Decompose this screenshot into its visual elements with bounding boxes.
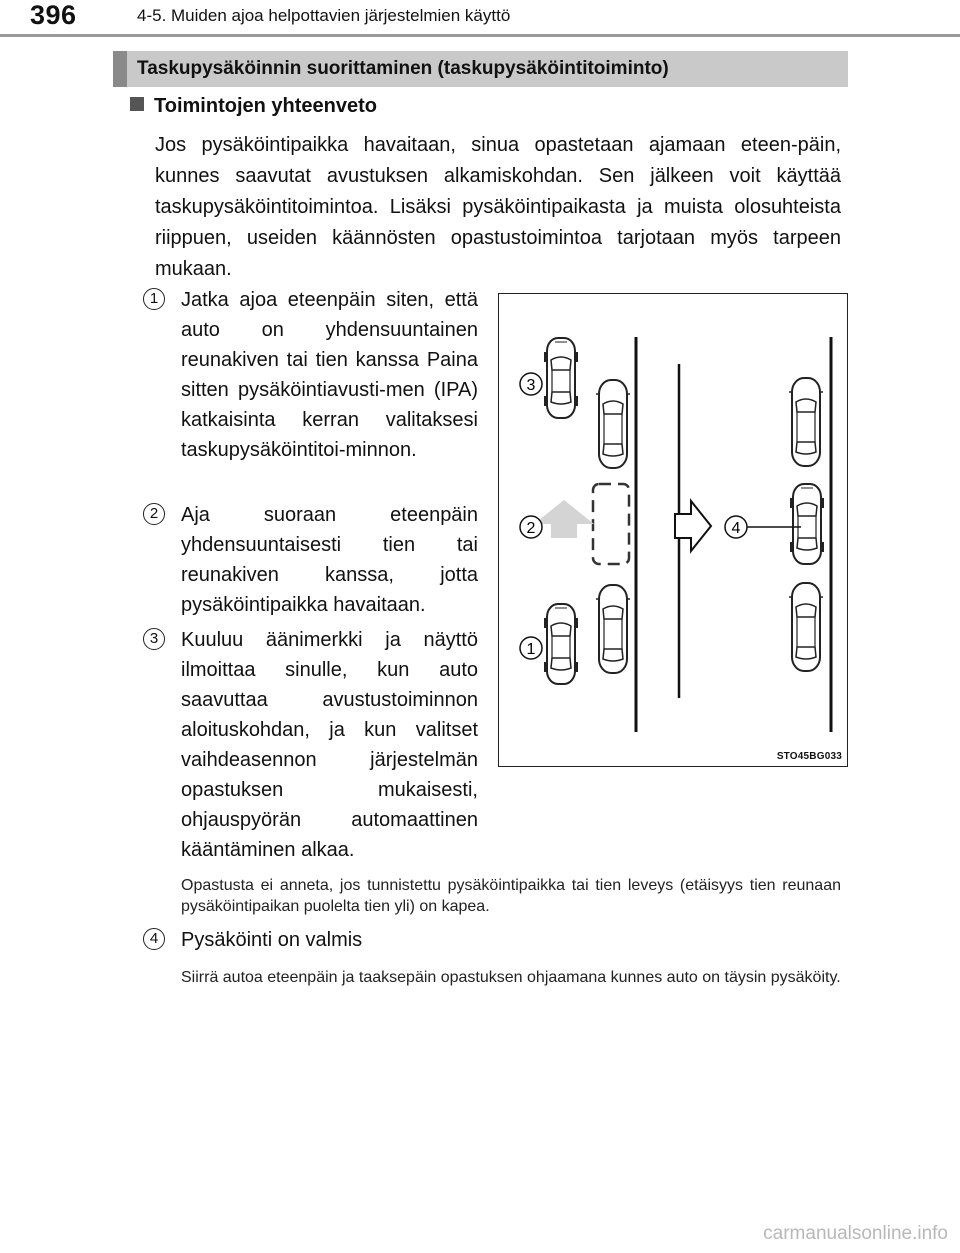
step-text-3: Kuuluu äänimerkki ja näyttö ilmoittaa sinulle, kun auto saavuttaa avustustoiminnon aloituskohdan, ja kun valitset vaihdeasennon järjestelmän opastuksen mukaisesti, ohjauspyörän automaattinen kääntäminen alkaa. — [181, 629, 478, 861]
subheading-text: Toimintojen yhteenveto — [154, 95, 377, 117]
svg-text:3: 3 — [526, 377, 536, 394]
parked-car-result — [790, 484, 824, 564]
step-1 — [143, 285, 478, 465]
callout-2 — [520, 516, 542, 538]
parked-car-right-top — [789, 378, 823, 466]
moving-car-top — [544, 338, 578, 418]
step-number-3: 3 — [143, 628, 165, 650]
parking-diagram-illustration — [499, 294, 849, 768]
step-3-note: Opastusta ei anneta, jos tunnistettu pysäköintipaikka tai tien leveys (etäisyys tien reunaan pysäköintipaikan puolelta tien yli) on kapea. — [181, 877, 841, 915]
step-text-4: Pysäköinti on valmis — [181, 929, 363, 951]
step-text-1: Jatka ajoa eteenpäin siten, että auto on yhdensuuntainen reunakiven tai tien kanssa Paina sitten pysäköintiavusti-men (IPA) katkaisinta kerran valitaksesi taskupysäköintitoi-minnon. — [181, 289, 478, 461]
step-4-note: Siirrä autoa eteenpäin ja taaksepäin opastuksen ohjaamana kunnes auto on täysin pysäköity. — [181, 969, 841, 986]
step-3 — [143, 625, 478, 865]
step-4 — [143, 925, 843, 955]
figure-code: STO45BG033 — [776, 751, 842, 762]
footer-watermark: carmanualsonline.info — [763, 1223, 948, 1244]
parked-car-left-top — [596, 380, 630, 468]
header-rule — [0, 34, 960, 37]
bullet-square-icon — [130, 97, 144, 111]
parked-car-right-bottom — [789, 583, 823, 671]
page-number: 396 — [30, 0, 77, 30]
parking-diagram — [498, 293, 848, 767]
intro-paragraph: Jos pysäköintipaikka havaitaan, sinua opastetaan ajamaan eteen-päin, kunnes saavutat avustuksen alkamiskohdan. Sen jälkeen voit käyttää taskupysäköintitoimintoa. Lisäksi pysäköintipaikasta ja muista olosuhteista riippuen, useiden käännösten opastustoimintoa tarjotaan myös tarpeen mukaan. — [155, 134, 841, 280]
callout-3 — [520, 373, 542, 395]
svg-text:2: 2 — [526, 520, 536, 537]
step-number-4: 4 — [143, 928, 165, 950]
parking-space-outline — [593, 484, 629, 564]
next-stage-arrow-icon — [675, 501, 711, 551]
step-number-1: 1 — [143, 288, 165, 310]
moving-car-bottom — [544, 604, 578, 684]
svg-text:1: 1 — [526, 641, 536, 658]
callout-1 — [520, 637, 542, 659]
parked-car-left-bottom — [596, 585, 630, 673]
chapter-running-head: 4-5. Muiden ajoa helpottavien järjestelmien käyttö — [137, 6, 511, 25]
section-title: Taskupysäköinnin suorittaminen (taskupysäköintitoiminto) — [113, 51, 848, 87]
svg-text:4: 4 — [731, 520, 741, 537]
callout-4 — [725, 516, 747, 538]
forward-arrow-icon — [534, 500, 594, 538]
step-2 — [143, 500, 478, 620]
step-text-2: Aja suoraan eteenpäin yhdensuuntaisesti tien tai reunakiven kanssa, jotta pysäköintipaikka havaitaan. — [181, 504, 478, 616]
step-number-2: 2 — [143, 503, 165, 525]
subheading — [130, 95, 377, 118]
